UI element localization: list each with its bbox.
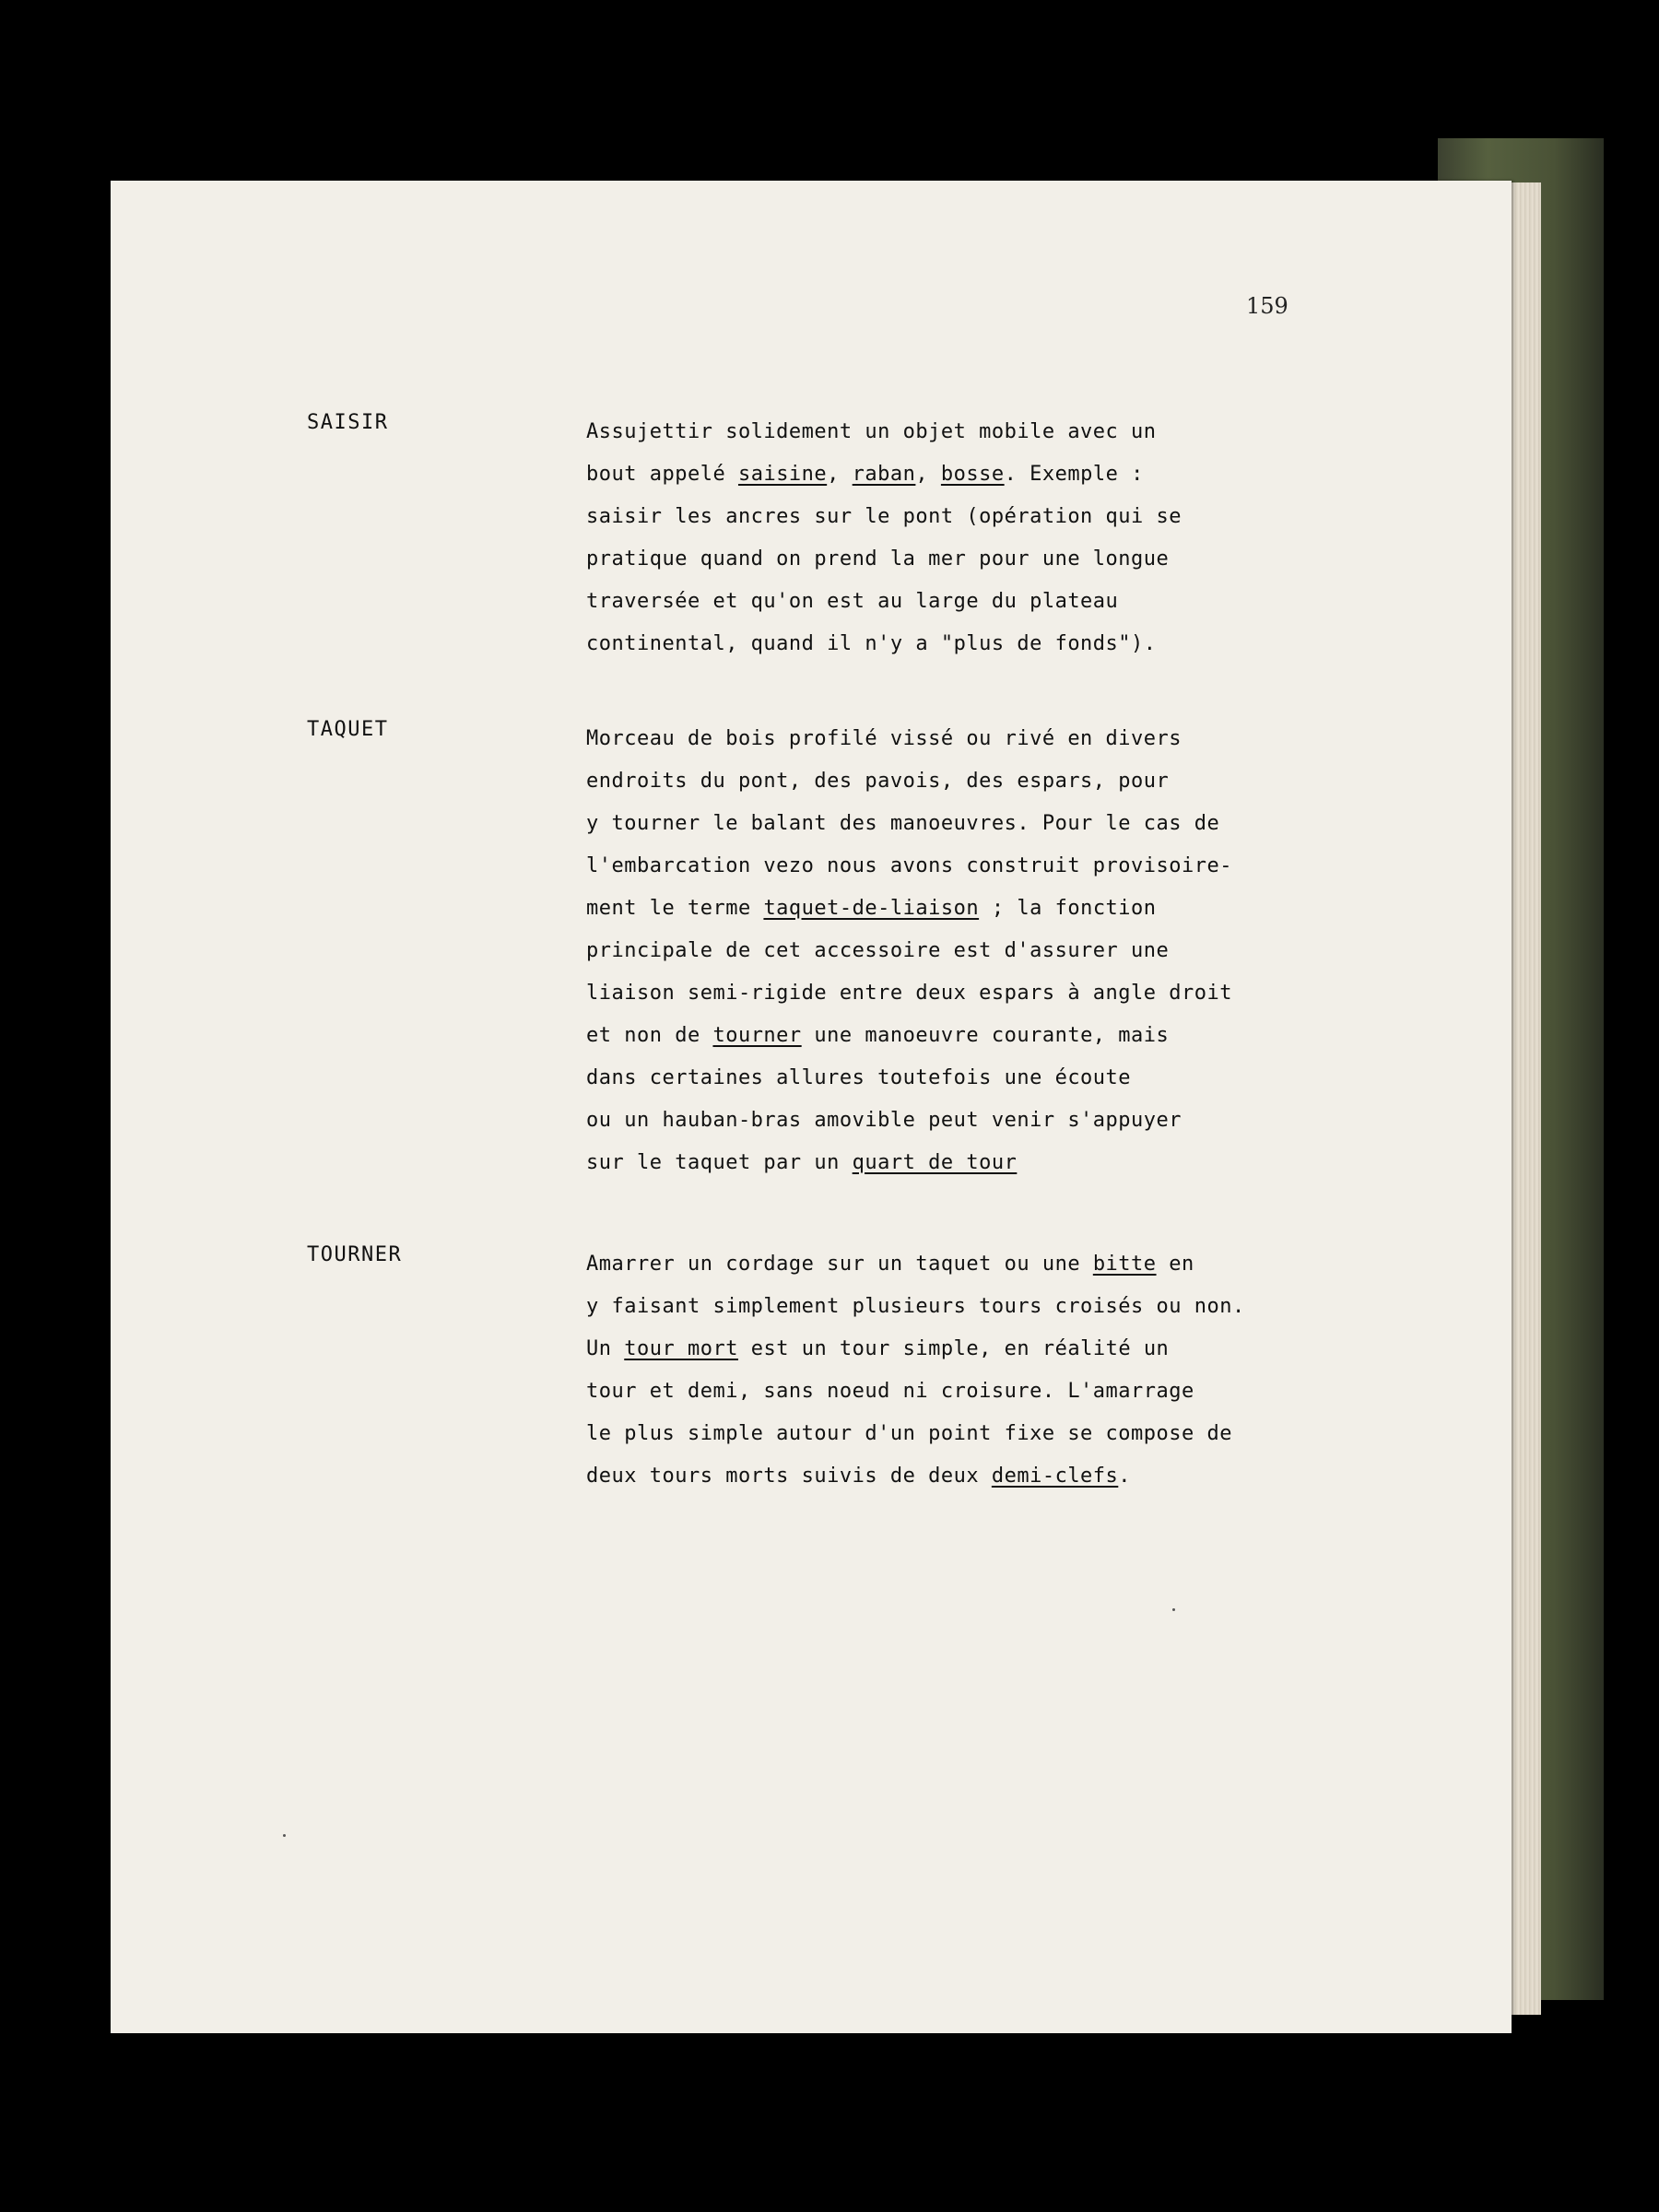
underlined-term: tourner [712, 1024, 802, 1047]
definition-tourner [586, 1243, 1324, 1498]
ink-speck [1172, 1608, 1175, 1611]
definition-line: Amarrer un cordage sur un taquet ou une bitte en [586, 1253, 1194, 1276]
ink-speck [283, 1834, 286, 1837]
definition-line: Assujettir solidement un objet mobile avec un [586, 420, 1157, 443]
definition-line: tour et demi, sans noeud ni croisure. L'amarrage [586, 1380, 1194, 1403]
term-taquet: TAQUET [307, 718, 389, 741]
definition-line: Morceau de bois profilé vissé ou rivé en divers [586, 727, 1182, 750]
definition-line: pratique quand on prend la mer pour une longue [586, 547, 1170, 571]
definition-line: Un tour mort est un tour simple, en réalité un [586, 1337, 1170, 1360]
definition-line: ou un hauban-bras amovible peut venir s'appuyer [586, 1109, 1182, 1132]
underlined-term: demi-clefs [991, 1465, 1119, 1488]
page-number: 159 [1246, 293, 1288, 319]
underlined-term: saisine [737, 463, 828, 486]
definition-line: et non de tourner une manoeuvre courante, mais [586, 1024, 1170, 1047]
definition-taquet [586, 718, 1324, 1184]
definition-line: y faisant simplement plusieurs tours croisés ou non. [586, 1295, 1245, 1318]
definition-line: saisir les ancres sur le pont (opération qui se [586, 505, 1182, 528]
term-saisir: SAISIR [307, 411, 389, 434]
term-tourner: TOURNER [307, 1243, 403, 1266]
definition-line: sur le taquet par un quart de tour [586, 1151, 1018, 1174]
definition-line: traversée et qu'on est au large du plateau [586, 590, 1119, 613]
definition-line: endroits du pont, des pavois, des espars, pour [586, 770, 1170, 793]
definition-line: continental, quand il n'y a "plus de fonds"). [586, 632, 1157, 655]
underlined-term: tour mort [624, 1337, 738, 1360]
underlined-term: taquet-de-liaison [763, 897, 980, 920]
definition-line: deux tours morts suivis de deux demi-clefs. [586, 1465, 1132, 1488]
definition-line: dans certaines allures toutefois une écoute [586, 1066, 1132, 1089]
definition-line: ment le terme taquet-de-liaison ; la fonction [586, 897, 1157, 920]
underlined-term: raban [852, 463, 916, 486]
definition-line: bout appelé saisine, raban, bosse. Exemple : [586, 463, 1144, 486]
definition-saisir [586, 411, 1324, 665]
underlined-term: quart de tour [852, 1151, 1018, 1174]
definition-line: principale de cet accessoire est d'assurer une [586, 939, 1170, 962]
underlined-term: bosse [940, 463, 1005, 486]
definition-line: liaison semi-rigide entre deux espars à angle droit [586, 982, 1233, 1005]
definition-line: l'embarcation vezo nous avons construit provisoire- [586, 854, 1233, 877]
definition-line: le plus simple autour d'un point fixe se compose de [586, 1422, 1233, 1445]
definition-line: y tourner le balant des manoeuvres. Pour le cas de [586, 812, 1220, 835]
underlined-term: bitte [1092, 1253, 1157, 1276]
